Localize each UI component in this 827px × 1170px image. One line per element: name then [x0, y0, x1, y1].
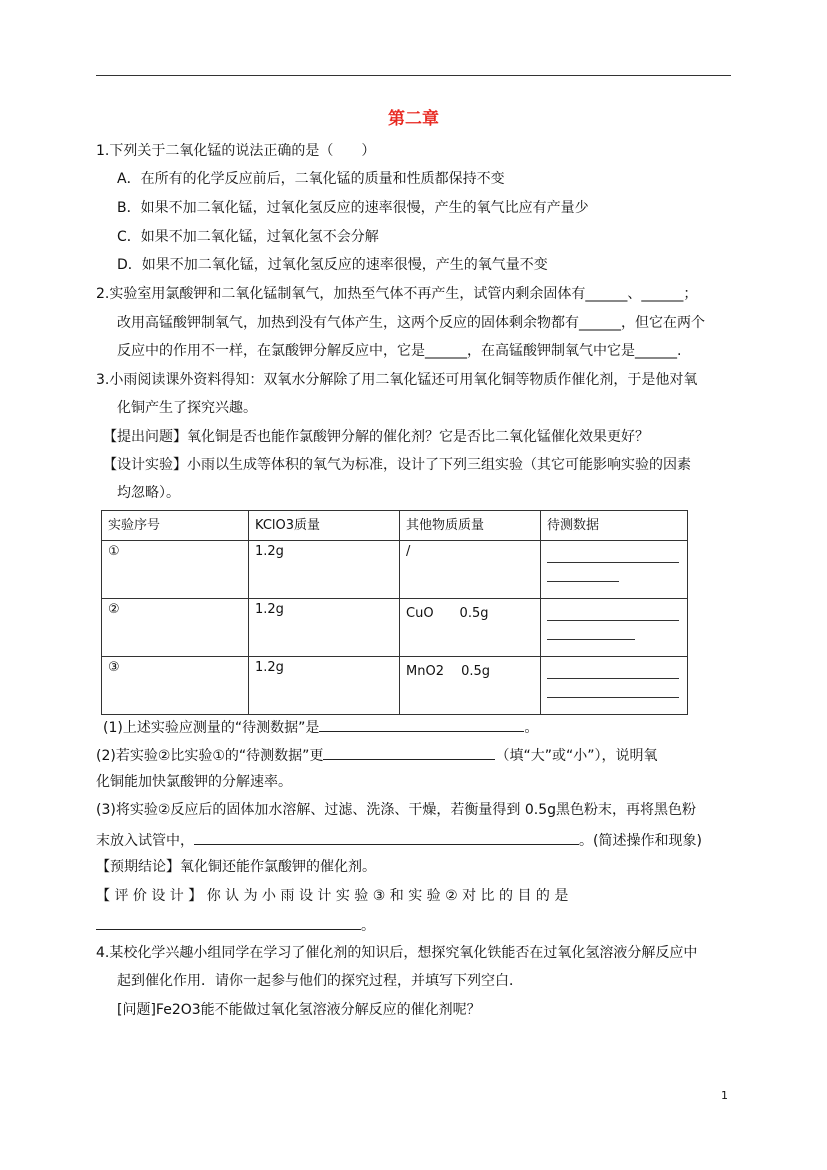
- table-cell: 1.2g: [249, 657, 400, 715]
- q3-design1: 【设计实验】小雨以生成等体积的氧气为标准，设计了下列三组实验（其它可能影响实验的因素: [103, 457, 691, 473]
- q4-line2: 起到催化作用．请你一起参与他们的探究过程，并填写下列空白．: [117, 973, 523, 989]
- table-header: 待测数据: [541, 511, 688, 541]
- table-header: 实验序号: [102, 511, 249, 541]
- q3-evaluate: 【 评 价 设 计 】 你 认 为 小 雨 设 计 实 验 ③ 和 实 验 ② 对 比 的 目 的 是: [96, 888, 569, 904]
- q3-part2: (2)若实验②比实验①的“待测数据”更 （填“大”或“小”），说明氧: [96, 745, 657, 765]
- answer-cell[interactable]: [541, 657, 688, 715]
- q4-line3: [问题]Fe2O3能不能做过氧化氢溶液分解反应的催化剂呢？: [117, 1002, 481, 1018]
- q2-line3: 反应中的作用不一样，在氯酸钾分解反应中，它是______，在高锰酸钾制氧气中它是______.: [117, 343, 682, 359]
- q3-design2: 均忽略）。: [117, 485, 180, 501]
- answer-blank[interactable]: [319, 717, 524, 732]
- table-cell: CuO 0.5g: [400, 599, 541, 657]
- q2-line1: 2.实验室用氯酸钾和二氧化锰制氧气，加热至气体不再产生，试管内剩余固体有______、______；: [96, 286, 698, 302]
- table-row: [102, 599, 688, 657]
- answer-blank[interactable]: [194, 830, 579, 845]
- table-header: 其他物质质量: [400, 511, 541, 541]
- q3-evaluate-blank-line: 。: [96, 915, 375, 935]
- header-rule: [96, 75, 731, 76]
- table-cell: 1.2g: [249, 541, 400, 599]
- q1-stem: 1.下列关于二氧化锰的说法正确的是（ ）: [96, 143, 376, 159]
- q3-question: 【提出问题】氧化铜是否也能作氯酸钾分解的催化剂？它是否比二氧化锰催化效果更好？: [103, 429, 649, 445]
- table-cell: /: [400, 541, 541, 599]
- q3-part3-line1: (3)将实验②反应后的固体加水溶解、过滤、洗涤、干燥，若衡量得到 0.5g黑色粉末，再将黑色粉: [96, 802, 696, 818]
- table-cell: 1.2g: [249, 599, 400, 657]
- table-row: [102, 541, 688, 599]
- answer-blank[interactable]: [323, 745, 495, 760]
- q3-part3-line2: 末放入试管中， 。(简述操作和现象): [96, 830, 702, 850]
- q3-line1: 3.小雨阅读课外资料得知：双氧水分解除了用二氧化锰还可用氧化铜等物质作催化剂，于是他对氧: [96, 372, 698, 388]
- table-cell: ②: [102, 599, 249, 657]
- answer-cell[interactable]: [541, 541, 688, 599]
- q3-conclusion: 【预期结论】氧化铜还能作氯酸钾的催化剂。: [96, 859, 376, 875]
- q1-option-b: B．如果不加二氧化锰，过氧化氢反应的速率很慢，产生的氧气比应有产量少: [117, 200, 589, 216]
- table-cell: ①: [102, 541, 249, 599]
- table-header-row: [102, 511, 688, 541]
- q3-part1: (1)上述实验应测量的“待测数据”是 。: [103, 717, 538, 737]
- table-header: KClO3质量: [249, 511, 400, 541]
- q1-option-c: C．如果不加二氧化锰，过氧化氢不会分解: [117, 229, 379, 245]
- chapter-title: 第二章: [388, 109, 439, 129]
- q3-part2-line2: 化铜能加快氯酸钾的分解速率。: [96, 774, 292, 790]
- table-row: [102, 657, 688, 715]
- page-number: 1: [721, 1089, 728, 1102]
- q1-option-a: A．在所有的化学反应前后，二氧化锰的质量和性质都保持不变: [117, 171, 505, 187]
- q2-line2: 改用高锰酸钾制氧气，加热到没有气体产生，这两个反应的固体剩余物都有______，但它在两个: [117, 315, 705, 331]
- q3-line2: 化铜产生了探究兴趣。: [117, 400, 257, 416]
- q4-line1: 4.某校化学兴趣小组同学在学习了催化剂的知识后，想探究氧化铁能否在过氧化氢溶液分解反应中: [96, 945, 698, 961]
- q1-option-d: D．如果不加二氧化锰，过氧化氢反应的速率很慢，产生的氧气量不变: [117, 257, 548, 273]
- table-cell: MnO2 0.5g: [400, 657, 541, 715]
- experiment-table: [101, 510, 688, 715]
- table-cell: ③: [102, 657, 249, 715]
- answer-blank[interactable]: [96, 915, 361, 930]
- answer-cell[interactable]: [541, 599, 688, 657]
